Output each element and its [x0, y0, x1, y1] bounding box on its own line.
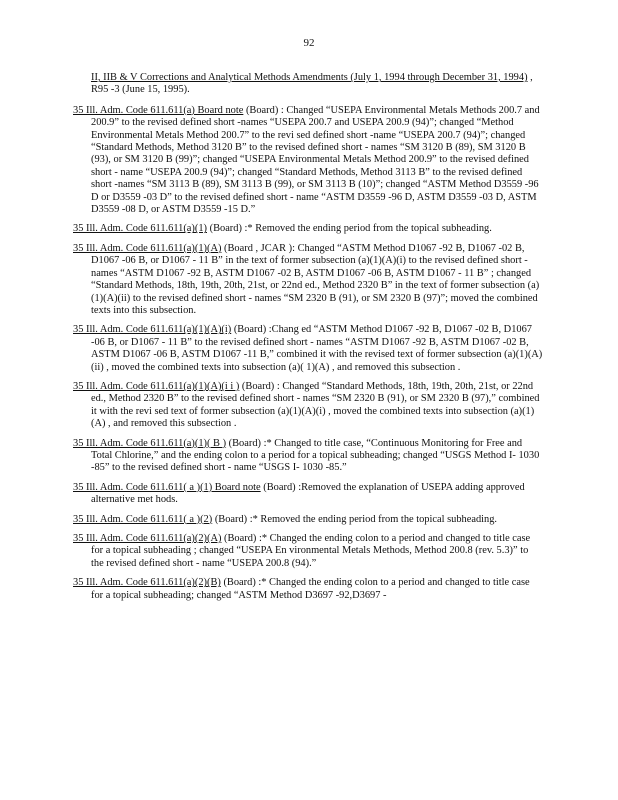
- code-citation: 35 Ill. Adm. Code 611.611(a)(2)(B): [73, 577, 221, 589]
- intro-text: , R95 -3 (June 15, 1995).: [91, 72, 533, 96]
- amendment-entry: [73, 243, 543, 317]
- amendment-text: (Board , JCAR ): Changed “ASTM Method D1067 -92 B, D1067 -02 B, D1067 -06 B, or D1067 - 11 B” in the text of former subsection (a)(1)(A)(i) to the revised defined short - names “ASTM D1067 -92 B, ASTM D1067 -02 B, ASTM D1067 -06 B, ASTM D1067 - 11 B” ; changed “Standard Methods, 18th, 19th, 20th, 21st, or 22nd ed., Method 2320 B” in the text of former subsection (a)(1)(A)(ii) to the revised defined short - names “SM 2320 B (91), or SM 2320 B (97)”; moved the combined texts into this subsection.: [91, 242, 540, 316]
- code-citation: 35 Ill. Adm. Code 611.611(a)(1): [73, 223, 207, 235]
- amendment-entry: [73, 533, 543, 570]
- code-citation: 35 Ill. Adm. Code 611.611( a )(2): [73, 513, 213, 525]
- amendment-entry: [73, 482, 543, 507]
- intro-paragraph: [73, 72, 543, 97]
- amendment-text: (Board) :Chang ed “ASTM Method D1067 -92 B, D1067 -02 B, D1067 -06 B, or D1067 - 11 B” to the revised defined short - names “ASTM D1067 -92 B, ASTM D1067 -02 B, ASTM D1067 -06 B, ASTM D1067 -11 B,” combined it with the revised text of former subsection (a)(1)(A)(ii) , moved the combined texts into subsection (a)( 1)(A) , and removed this subsection .: [91, 324, 543, 373]
- amendment-entry: [73, 514, 543, 526]
- amendment-entry: [73, 223, 543, 235]
- code-citation: 35 Ill. Adm. Code 611.611(a)(1)( B ): [73, 437, 227, 449]
- amendment-entry: [73, 105, 543, 217]
- amendment-text: (Board) :* Changed the ending colon to a period and changed to title case for a topical subheading; changed “ASTM Method D3697 -92,D3697 -: [91, 577, 530, 601]
- amendment-entry: [73, 577, 543, 602]
- amendment-text: (Board) :Removed the explanation of USEPA adding approved alternative met hods.: [91, 481, 525, 506]
- code-citation: 35 Ill. Adm. Code 611.611(a)(1)(A): [73, 242, 222, 254]
- intro-underlined-text: II, IIB & V Corrections and Analytical Methods Amendments (July 1, 1994 through December 31, 1994): [91, 72, 528, 83]
- amendment-text: (Board) :* Changed to title case, “Continuous Monitoring for Free and Total Chlorine,” and the ending colon to a period for a topical subheading; changed “USGS Method I- 1030 -85” to the revised defined short - name “USGS I- 1030 -85.”: [91, 437, 540, 474]
- page-number: 92: [303, 37, 315, 49]
- code-citation: 35 Ill. Adm. Code 611.611(a)(2)(A): [73, 533, 222, 544]
- amendment-text: (Board) :* Removed the ending period from the topical subheading.: [214, 513, 498, 525]
- code-citation: 35 Ill. Adm. Code 611.611(a)(1)(A)(i i ): [73, 380, 240, 392]
- amendment-text: (Board) :* Changed the ending colon to a period and changed to title case for a topical subheading ; changed “USEPA En vironmental Metals Methods, Method 200.8 (rev. 5.3)” to the revised defined short - name “USEPA 200.8 (94).”: [91, 533, 531, 569]
- code-citation: 35 Ill. Adm. Code 611.611(a)(1)(A)(i): [73, 324, 232, 336]
- document-body: [73, 72, 543, 609]
- amendment-text: (Board) : Changed “USEPA Environmental Metals Methods 200.7 and 200.9” to the revised defined short -names “USEPA 200.7 and USEPA 200.9 (94)”; changed “Method Environmental Metals Method 200.7” to the revi sed defined short -name “USEPA 200.7 (94)”; changed “Standard Methods, Method 3120 B” to the revised defined short - names “SM 3120 B (89), SM 3120 B (93), or SM 3120 B (99)”; changed “USEPA Environmental Metals Method 200.9” to the revised defined short - name “USEPA 200.9 (94)”; changed “Standard Methods, Method 3113 B” to the revised defined short -names “SM 3113 B (89), SM 3113 B (99), or SM 3113 B (10)”; changed “ASTM Method D3559 -96 D or D3559 -03 D” to the revised defined short - name “ASTM D3559 -96 D, ASTM D3559 -03 D, ASTM D3559 -08 D, or ASTM D3559 -15 D.”: [91, 104, 540, 216]
- amendment-entry: [73, 324, 543, 374]
- amendment-text: (Board) : Changed “Standard Methods, 18th, 19th, 20th, 21st, or 22nd ed., Method 2320 B” to the revised defined short - names “SM 2320 B (91), or SM 2320 B (97),” combined it with the revi sed text of former subsection (a)(1)(A)(i) , moved the combined texts into subsection (a)(1)(A) , and removed this subsection .: [91, 380, 540, 430]
- code-citation: 35 Ill. Adm. Code 611.611( a )(1) Board note: [73, 481, 261, 493]
- amendment-entry: [73, 438, 543, 475]
- code-citation: 35 Ill. Adm. Code 611.611(a) Board note: [73, 104, 244, 116]
- amendment-entry: [73, 381, 543, 431]
- amendment-text: (Board) :* Removed the ending period from the topical subheading.: [209, 223, 492, 235]
